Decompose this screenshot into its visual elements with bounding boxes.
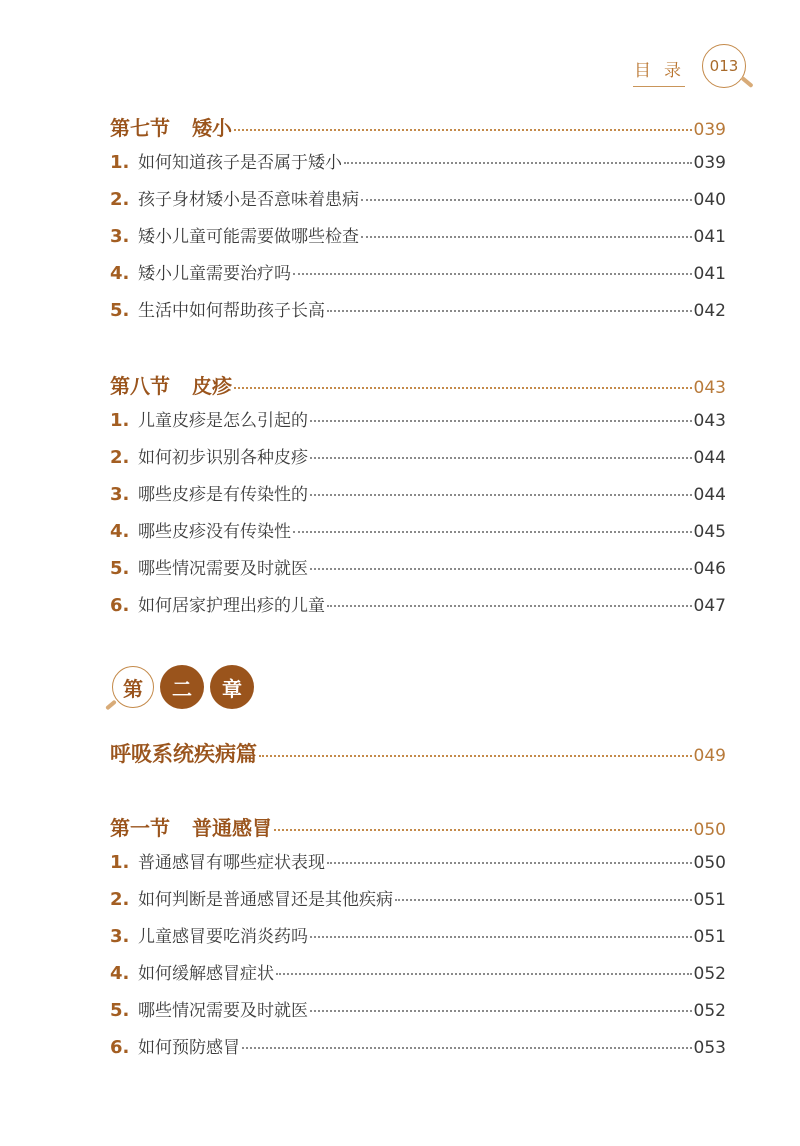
item-number: 2. xyxy=(110,189,130,210)
part-page: 049 xyxy=(693,746,726,766)
toc-item[interactable] xyxy=(110,1033,726,1070)
item-page: 047 xyxy=(693,596,726,616)
item-page: 050 xyxy=(693,853,726,873)
item-number: 1. xyxy=(110,852,130,873)
item-title: 孩子身材矮小是否意味着患病 xyxy=(138,190,359,210)
part-title: 呼吸系统疾病篇 xyxy=(110,742,257,766)
chapter-char-filled xyxy=(160,665,204,709)
toc-section-1 xyxy=(110,812,726,1070)
item-title: 哪些情况需要及时就医 xyxy=(138,1001,308,1021)
toc-item[interactable] xyxy=(110,922,726,959)
leader-dots xyxy=(327,605,692,607)
item-number: 1. xyxy=(110,410,130,431)
leader-dots xyxy=(310,457,692,459)
item-page: 041 xyxy=(693,227,726,247)
item-number: 3. xyxy=(110,926,130,947)
section-title: 普通感冒 xyxy=(192,816,272,840)
toc-section-7 xyxy=(110,112,726,333)
item-title: 普通感冒有哪些症状表现 xyxy=(138,853,325,873)
leader-dots xyxy=(310,494,692,496)
toc-item[interactable] xyxy=(110,591,726,628)
page-number-badge xyxy=(702,44,746,88)
item-number: 5. xyxy=(110,300,130,321)
item-page: 045 xyxy=(693,522,726,542)
toc-item[interactable] xyxy=(110,885,726,922)
magnifier-handle-icon xyxy=(105,700,117,711)
item-number: 4. xyxy=(110,963,130,984)
leader-dots xyxy=(361,236,692,238)
section-page: 039 xyxy=(693,120,726,140)
section-page: 050 xyxy=(693,820,726,840)
item-number: 3. xyxy=(110,226,130,247)
leader-dots xyxy=(361,199,692,201)
item-title: 儿童皮疹是怎么引起的 xyxy=(138,411,308,431)
page-header xyxy=(630,40,760,90)
leader-dots xyxy=(310,568,692,570)
item-page: 040 xyxy=(693,190,726,210)
item-number: 3. xyxy=(110,484,130,505)
toc-item[interactable] xyxy=(110,148,726,185)
section-page: 043 xyxy=(693,378,726,398)
chapter-char-3: 章 xyxy=(222,676,242,701)
item-number: 5. xyxy=(110,558,130,579)
item-page: 043 xyxy=(693,411,726,431)
part-heading[interactable] xyxy=(110,738,726,776)
chapter-char-1: 第 xyxy=(123,676,143,701)
section-heading[interactable] xyxy=(110,812,726,848)
toc-item[interactable] xyxy=(110,443,726,480)
item-title: 哪些皮疹是有传染性的 xyxy=(138,485,308,505)
item-title: 儿童感冒要吃消炎药吗 xyxy=(138,927,308,947)
leader-dots xyxy=(310,936,692,938)
leader-dots xyxy=(293,273,692,275)
leader-dots xyxy=(274,829,692,831)
item-number: 2. xyxy=(110,447,130,468)
item-page: 046 xyxy=(693,559,726,579)
header-underline xyxy=(633,86,685,87)
item-page: 044 xyxy=(693,448,726,468)
page-number: 013 xyxy=(709,57,739,75)
leader-dots xyxy=(310,420,692,422)
item-number: 4. xyxy=(110,263,130,284)
item-page: 051 xyxy=(693,927,726,947)
leader-dots xyxy=(293,531,692,533)
leader-dots xyxy=(327,310,692,312)
chapter-char-filled xyxy=(210,665,254,709)
chapter-badge xyxy=(112,664,254,710)
magnifier-handle-icon xyxy=(740,76,753,88)
item-title: 哪些情况需要及时就医 xyxy=(138,559,308,579)
leader-dots xyxy=(395,899,692,901)
item-page: 041 xyxy=(693,264,726,284)
toc-item[interactable] xyxy=(110,959,726,996)
toc-item[interactable] xyxy=(110,222,726,259)
section-number: 第一节 xyxy=(110,816,170,840)
section-number: 第七节 xyxy=(110,116,170,140)
item-title: 如何缓解感冒症状 xyxy=(138,964,274,984)
toc-part xyxy=(110,738,726,776)
item-title: 矮小儿童需要治疗吗 xyxy=(138,264,291,284)
toc-item[interactable] xyxy=(110,259,726,296)
item-title: 哪些皮疹没有传染性 xyxy=(138,522,291,542)
header-title: 目录 xyxy=(634,61,694,81)
leader-dots xyxy=(234,129,692,131)
leader-dots xyxy=(242,1047,692,1049)
toc-item[interactable] xyxy=(110,554,726,591)
toc-item[interactable] xyxy=(110,296,726,333)
section-number: 第八节 xyxy=(110,374,170,398)
item-title: 如何初步识别各种皮疹 xyxy=(138,448,308,468)
toc-item[interactable] xyxy=(110,517,726,554)
section-title: 矮小 xyxy=(192,116,232,140)
item-title: 如何居家护理出疹的儿童 xyxy=(138,596,325,616)
section-heading[interactable] xyxy=(110,112,726,148)
item-number: 1. xyxy=(110,152,130,173)
toc-item[interactable] xyxy=(110,406,726,443)
toc-item[interactable] xyxy=(110,848,726,885)
leader-dots xyxy=(259,755,692,757)
item-page: 044 xyxy=(693,485,726,505)
item-number: 4. xyxy=(110,521,130,542)
leader-dots xyxy=(276,973,692,975)
item-page: 053 xyxy=(693,1038,726,1058)
toc-item[interactable] xyxy=(110,996,726,1033)
leader-dots xyxy=(234,387,692,389)
item-title: 如何知道孩子是否属于矮小 xyxy=(138,153,342,173)
item-title: 如何判断是普通感冒还是其他疾病 xyxy=(138,890,393,910)
item-title: 矮小儿童可能需要做哪些检查 xyxy=(138,227,359,247)
item-number: 2. xyxy=(110,889,130,910)
item-number: 5. xyxy=(110,1000,130,1021)
leader-dots xyxy=(327,862,692,864)
item-page: 042 xyxy=(693,301,726,321)
item-title: 生活中如何帮助孩子长高 xyxy=(138,301,325,321)
item-number: 6. xyxy=(110,595,130,616)
item-number: 6. xyxy=(110,1037,130,1058)
leader-dots xyxy=(310,1010,692,1012)
item-page: 052 xyxy=(693,1001,726,1021)
toc-section-8 xyxy=(110,370,726,628)
item-page: 052 xyxy=(693,964,726,984)
item-page: 039 xyxy=(693,153,726,173)
item-page: 051 xyxy=(693,890,726,910)
section-title: 皮疹 xyxy=(192,374,232,398)
toc-item[interactable] xyxy=(110,185,726,222)
chapter-char-outline xyxy=(112,666,154,708)
chapter-char-2: 二 xyxy=(172,676,192,701)
toc-item[interactable] xyxy=(110,480,726,517)
leader-dots xyxy=(344,162,692,164)
section-heading[interactable] xyxy=(110,370,726,406)
item-title: 如何预防感冒 xyxy=(138,1038,240,1058)
